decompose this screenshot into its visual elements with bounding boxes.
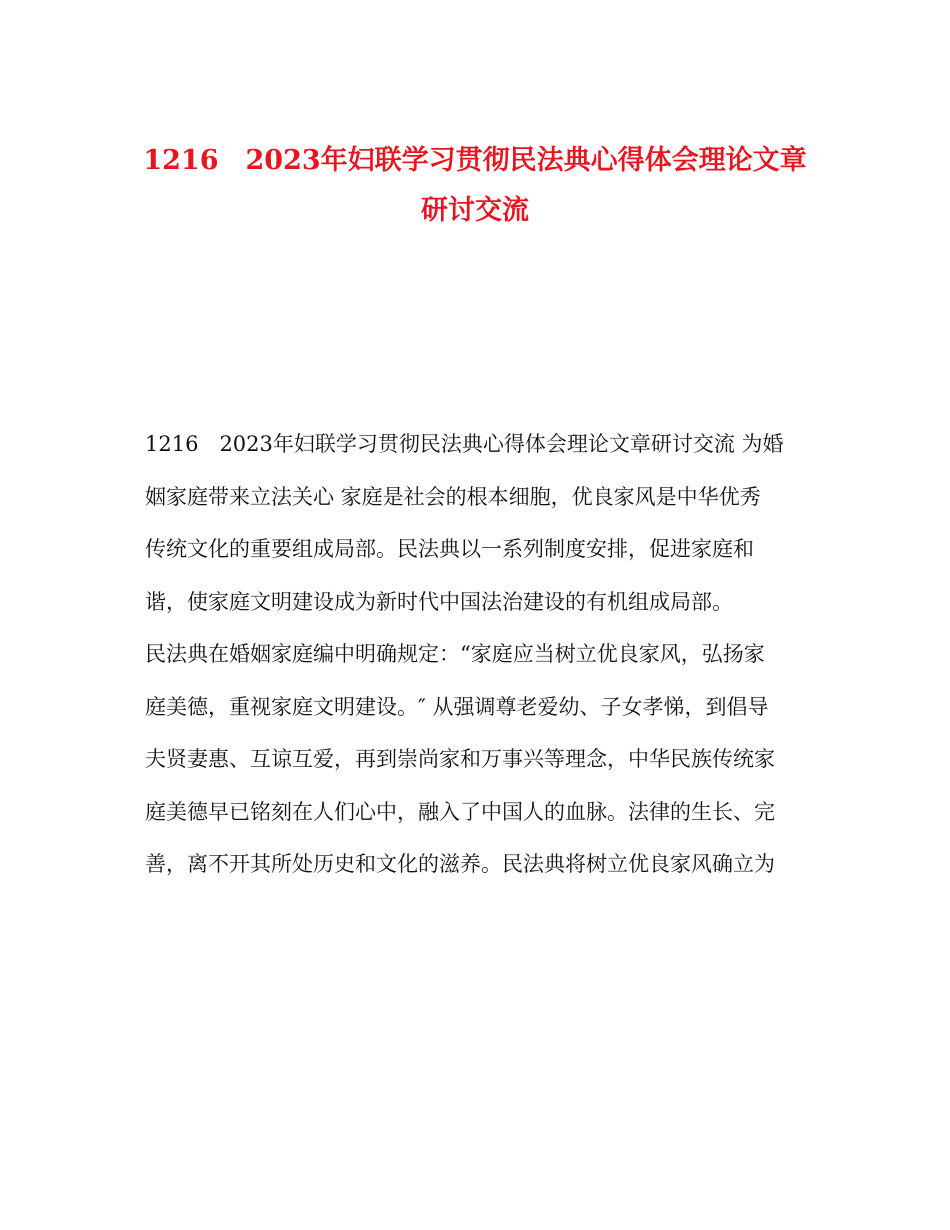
document-title <box>100 136 850 236</box>
body-line-3: 传统文化的重要组成局部。民法典以一系列制度安排，促进家庭和 <box>145 537 754 561</box>
body-line-8: 庭美德早已铭刻在人们心中，融入了中国人的血脉。法律的生长、完 <box>145 799 775 824</box>
body-line-2: 姻家庭带来立法关心 家庭是社会的根本细胞，优良家风是中华优秀 <box>145 484 761 509</box>
title-line-1: 1216 2023年妇联学习贯彻民法典心得体会理论文章 <box>143 145 807 176</box>
body-line-4: 谐，使家庭文明建设成为新时代中国法治建设的有机组成局部。 <box>145 589 733 614</box>
body-line-7: 夫贤妻惠、互谅互爱，再到崇尚家和万事兴等理念，中华民族传统家 <box>145 747 775 771</box>
document-body <box>145 418 810 891</box>
title-line-2: 研讨交流 <box>421 195 529 226</box>
body-line-9: 善，离不开其所处历史和文化的滋养。民法典将树立优良家风确立为 <box>145 852 775 876</box>
body-line-5: 民法典在婚姻家庭编中明确规定：“家庭应当树立优良家风，弘扬家 <box>145 642 765 666</box>
body-line-6: 庭美德，重视家庭文明建设。″ 从强调尊老爱幼、子女孝悌，到倡导 <box>145 694 769 719</box>
body-line-1: 1216 2023年妇联学习贯彻民法典心得体会理论文章研讨交流 为婚 <box>145 432 784 456</box>
